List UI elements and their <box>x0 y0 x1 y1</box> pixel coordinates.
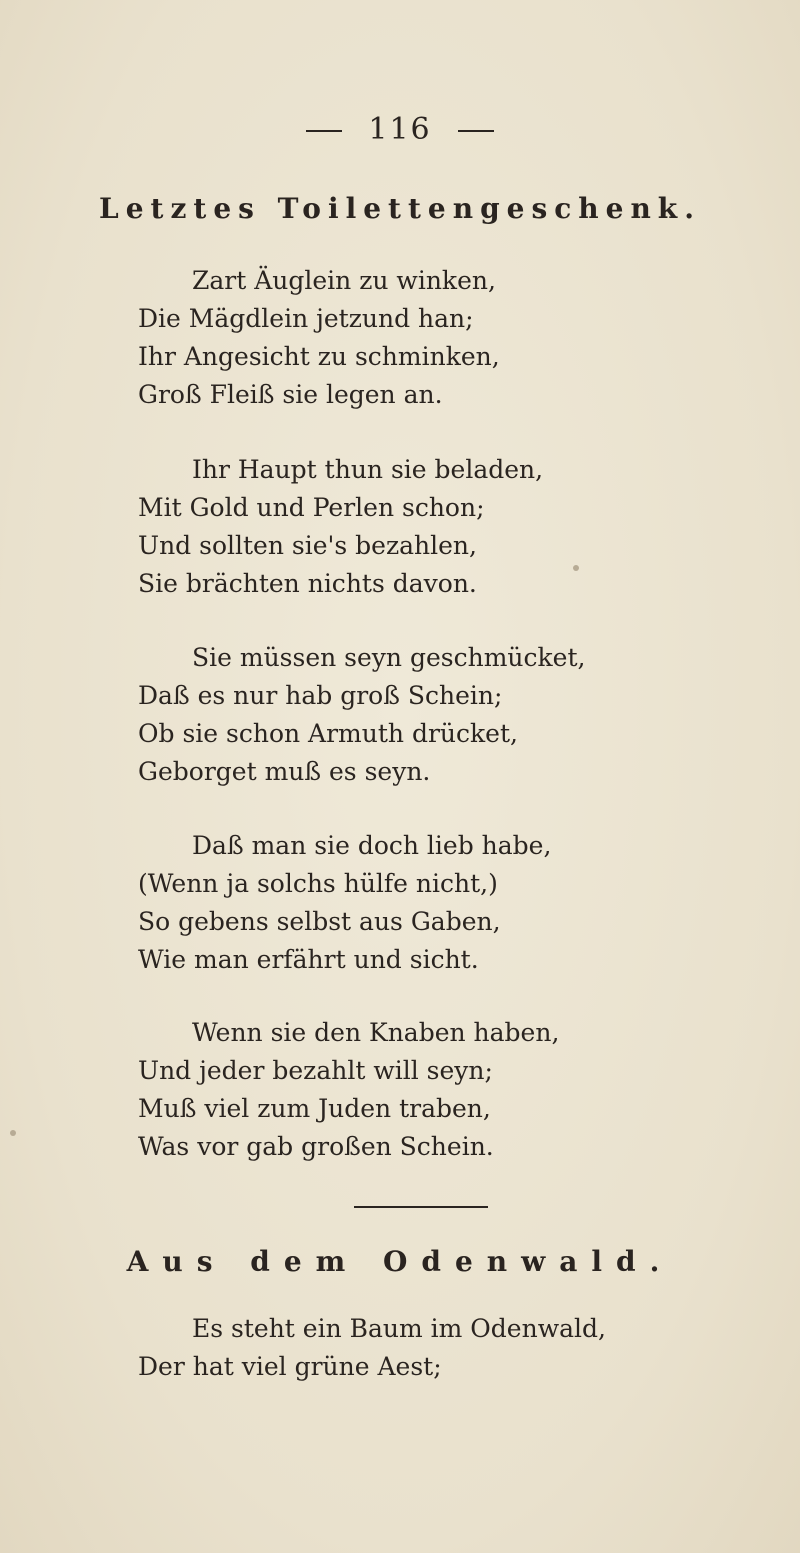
stanza <box>138 639 698 791</box>
poem-title: Aus dem Odenwald. <box>126 1245 674 1278</box>
verse-line: Daß es nur hab groß Schein; <box>138 681 503 710</box>
paper-spot <box>573 565 579 571</box>
stanza <box>138 827 698 979</box>
verse-line: Es steht ein Baum im Odenwald, <box>192 1314 606 1343</box>
verse-line: Wenn sie den Knaben haben, <box>192 1018 560 1047</box>
verse-line: Und jeder bezahlt will seyn; <box>138 1056 493 1085</box>
stanza <box>138 1310 698 1386</box>
verse-line: Und sollten sie's bezahlen, <box>138 531 477 560</box>
page-number: 116 <box>368 112 432 147</box>
verse-line: Ob sie schon Armuth drücket, <box>138 719 518 748</box>
verse-line: Sie müssen seyn geschmücket, <box>192 643 586 672</box>
verse-line: Ihr Haupt thun sie beladen, <box>192 455 544 484</box>
verse-line: Was vor gab großen Schein. <box>138 1132 494 1161</box>
page-header <box>0 112 800 147</box>
stanza <box>138 262 698 414</box>
verse-line: So gebens selbst aus Gaben, <box>138 907 501 936</box>
verse-line: Wie man erfährt und sicht. <box>138 945 479 974</box>
verse-line: Daß man sie doch lieb habe, <box>192 831 552 860</box>
verse-line: Sie brächten nichts davon. <box>138 569 477 598</box>
stanza <box>138 451 698 603</box>
verse-line: Groß Fleiß sie legen an. <box>138 380 443 409</box>
paper-spot <box>10 1130 16 1136</box>
header-dash-left <box>306 130 342 132</box>
verse-line: Der hat viel grüne Aest; <box>138 1352 442 1381</box>
verse-line: Die Mägdlein jetzund han; <box>138 304 474 333</box>
header-dash-right <box>458 130 494 132</box>
section-divider <box>354 1206 488 1208</box>
verse-line: Ihr Angesicht zu schminken, <box>138 342 500 371</box>
verse-line: Geborget muß es seyn. <box>138 757 431 786</box>
verse-line: Muß viel zum Juden traben, <box>138 1094 491 1123</box>
verse-line: Zart Äuglein zu winken, <box>192 266 496 295</box>
stanza <box>138 1014 698 1166</box>
poem-title: Letztes Toilettengeschenk. <box>99 192 701 225</box>
verse-line: (Wenn ja solchs hülfe nicht,) <box>138 869 498 898</box>
verse-line: Mit Gold und Perlen schon; <box>138 493 485 522</box>
